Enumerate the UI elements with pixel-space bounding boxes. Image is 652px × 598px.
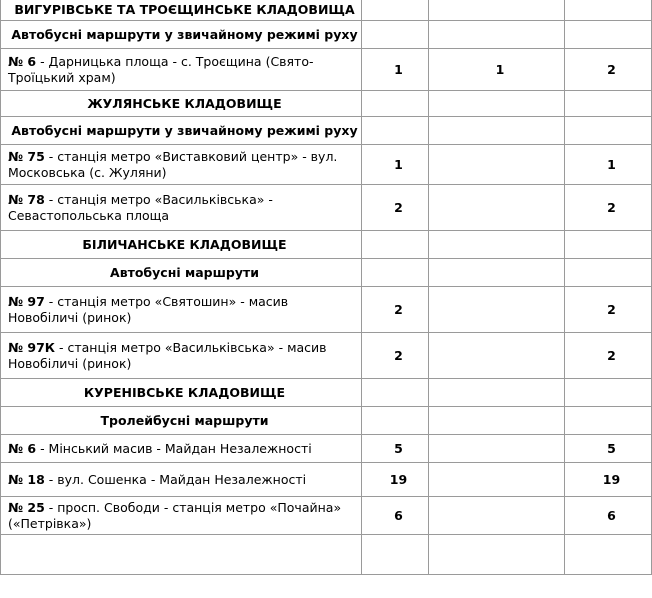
route-path: - станція метро «Святошин» - масив Новобіличі (ринок) (8, 293, 289, 325)
empty-cell (429, 407, 565, 435)
empty-cell (565, 379, 652, 407)
count-cell-c2 (429, 435, 565, 463)
count-cell-c3: 1 (565, 145, 652, 185)
route-path: - станція метро «Виставковий центр» - вул. Московська (с. Жуляни) (8, 148, 338, 180)
route-type-label: Автобусні маршрути у звичайному режимі руху (1, 21, 362, 49)
route-row (1, 333, 652, 379)
route-row (1, 287, 652, 333)
count-cell-c2 (429, 463, 565, 497)
route-type-row (1, 21, 652, 49)
empty-cell (565, 91, 652, 117)
cemetery-name: ВИГУРІВСЬКЕ ТА ТРОЄЩИНСЬКЕ КЛАДОВИЩА (1, 0, 362, 21)
empty-cell (565, 535, 652, 575)
schedule-body (1, 0, 652, 575)
count-cell-c1: 2 (362, 287, 429, 333)
count-cell-c2 (429, 185, 565, 231)
count-cell-c3: 2 (565, 49, 652, 91)
count-cell-c1: 1 (362, 49, 429, 91)
route-type-label: Автобусні маршрути у звичайному режимі руху (1, 117, 362, 145)
cemetery-name: ЖУЛЯНСЬКЕ КЛАДОВИЩЕ (1, 91, 362, 117)
empty-cell (362, 91, 429, 117)
count-cell-c2 (429, 333, 565, 379)
count-cell-c3: 2 (565, 287, 652, 333)
empty-cell (362, 407, 429, 435)
route-path: - вул. Сошенка - Майдан Незалежності (44, 471, 307, 487)
route-path: - Дарницька площа - с. Троєщина (Свято-Троїцький храм) (8, 53, 314, 85)
cemetery-name: БІЛИЧАНСЬКЕ КЛАДОВИЩЕ (1, 231, 362, 259)
route-type-row (1, 259, 652, 287)
empty-cell (565, 0, 652, 21)
empty-cell (565, 231, 652, 259)
count-cell-c3: 5 (565, 435, 652, 463)
route-number: № 6 (8, 440, 37, 456)
route-description (1, 435, 362, 463)
route-description (1, 287, 362, 333)
route-path: - станція метро «Васильківська» - масив Новобіличі (ринок) (8, 339, 327, 371)
route-type-row (1, 117, 652, 145)
route-row (1, 49, 652, 91)
route-row (1, 145, 652, 185)
route-description (1, 185, 362, 231)
route-number: № 97 (8, 293, 45, 309)
route-row (1, 463, 652, 497)
cemetery-header-row (1, 0, 652, 21)
count-cell-c3: 2 (565, 333, 652, 379)
blank-row (1, 535, 652, 575)
count-cell-c3: 2 (565, 185, 652, 231)
empty-cell (429, 21, 565, 49)
empty-cell (429, 535, 565, 575)
route-number: № 75 (8, 148, 45, 164)
empty-cell (565, 259, 652, 287)
count-cell-c2 (429, 497, 565, 535)
count-cell-c3: 6 (565, 497, 652, 535)
empty-cell (362, 21, 429, 49)
route-number: № 97К (8, 339, 56, 355)
route-type-label: Автобусні маршрути (1, 259, 362, 287)
count-cell-c1: 19 (362, 463, 429, 497)
count-cell-c1: 5 (362, 435, 429, 463)
empty-cell (429, 379, 565, 407)
route-path: - Мінський масив - Майдан Незалежності (36, 440, 312, 456)
cemetery-header-row (1, 91, 652, 117)
route-row (1, 435, 652, 463)
route-path: - просп. Свободи - станція метро «Почайна» («Петрівка») (8, 499, 342, 531)
route-description (1, 145, 362, 185)
empty-cell (565, 117, 652, 145)
route-number: № 6 (8, 53, 37, 69)
empty-cell (362, 259, 429, 287)
count-cell-c3: 19 (565, 463, 652, 497)
route-type-row (1, 407, 652, 435)
empty-cell (362, 0, 429, 21)
count-cell-c2 (429, 145, 565, 185)
route-row (1, 185, 652, 231)
route-description (1, 497, 362, 535)
count-cell-c1: 2 (362, 185, 429, 231)
count-cell-c1: 1 (362, 145, 429, 185)
count-cell-c2 (429, 287, 565, 333)
cemetery-header-row (1, 231, 652, 259)
empty-cell (429, 0, 565, 21)
empty-cell (362, 535, 429, 575)
count-cell-c1: 6 (362, 497, 429, 535)
route-number: № 18 (8, 471, 45, 487)
route-description (1, 49, 362, 91)
count-cell-c2: 1 (429, 49, 565, 91)
empty-cell (565, 407, 652, 435)
route-description (1, 333, 362, 379)
empty-cell (1, 535, 362, 575)
route-description (1, 463, 362, 497)
empty-cell (429, 231, 565, 259)
route-type-label: Тролейбусні маршрути (1, 407, 362, 435)
empty-cell (362, 231, 429, 259)
empty-cell (429, 117, 565, 145)
route-number: № 78 (8, 191, 45, 207)
cemetery-header-row (1, 379, 652, 407)
count-cell-c1: 2 (362, 333, 429, 379)
route-number: № 25 (8, 499, 45, 515)
empty-cell (429, 91, 565, 117)
route-row (1, 497, 652, 535)
empty-cell (362, 117, 429, 145)
route-path: - станція метро «Васильківська» - Севастопольська площа (8, 191, 273, 223)
empty-cell (362, 379, 429, 407)
empty-cell (429, 259, 565, 287)
cemetery-name: КУРЕНІВСЬКЕ КЛАДОВИЩЕ (1, 379, 362, 407)
empty-cell (565, 21, 652, 49)
